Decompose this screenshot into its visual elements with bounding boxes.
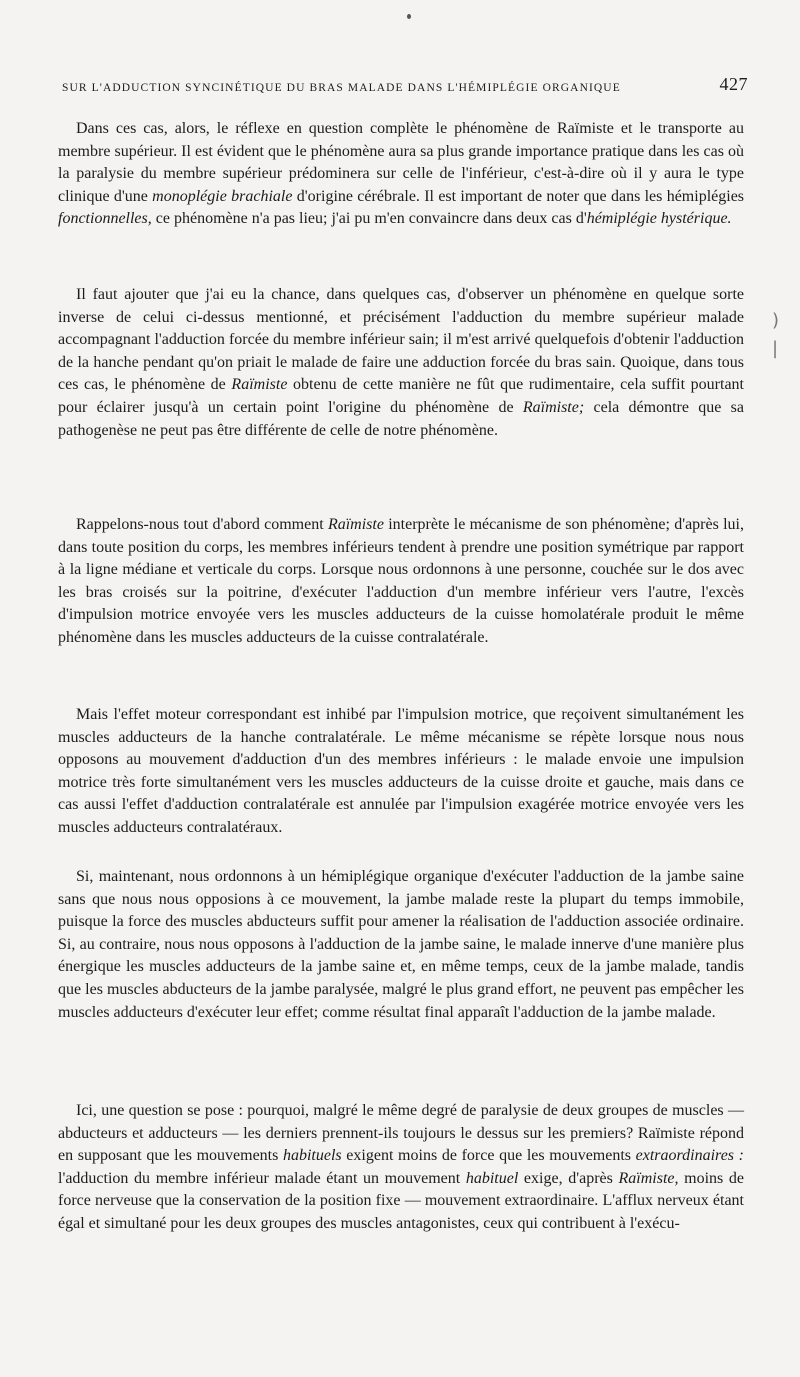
italic-term: habituel xyxy=(465,1169,519,1187)
text-run: cela démontre que sa pathogenèse ne peut pas être différente de celle de notre phénomène. xyxy=(58,398,744,439)
italic-term: hémiplégie hystérique. xyxy=(586,210,732,228)
text-run: moins de force nerveuse que la conservation de la position fixe — mouvement extraordinaire. L'afflux nerveux étant égal et simultané pour les deux groupes des muscles antagonistes, ceux qui contribuent à l'exécu- xyxy=(58,1169,745,1232)
text-run: Si, maintenant, nous ordonnons à un hémiplégique organique d'exécuter l'adduction de la jambe saine sans que nous nous opposions à ce mouvement, la jambe malade reste la plupart du temps immobile, puisque la force des muscles abducteurs suffit pour amener la réalisation de l'adduction associée ordinaire. Si, au contraire, nous nous opposons à l'adduction de la jambe saine, le malade innerve d'une manière plus énergique les muscles adducteurs de la jambe saine et, en même temps, ceux de la jambe malade, tandis que les muscles abducteurs de la jambe paralysée, malgré le plus grand effort, ne peuvent pas empêcher les muscles adducteurs d'exécuter leur effet; comme résultat final apparaît l'adduction de la jambe malade. xyxy=(58,868,744,1021)
text-run: Il faut ajouter que j'ai eu la chance, dans quelques cas, d'observer un phénomène en quelque sorte inverse de celui ci-dessus mentionné, et précisément l'adduction du membre supérieur malade accompagnant l'adduction forcée du membre inférieur sain; il m'est arrivé quelquefois d'obtenir l'adduction de la hanche pendant qu'on priait le malade de faire une adduction forcée du bras sain. Quoique, dans tous ces cas, le phénomène de xyxy=(58,286,744,394)
paragraph-4 xyxy=(58,704,744,840)
ink-speck xyxy=(407,14,411,19)
paragraph-5 xyxy=(58,866,744,1024)
paragraph-6 xyxy=(58,1100,744,1236)
margin-mark: | xyxy=(772,338,779,359)
italic-term: Raïmiste xyxy=(231,376,288,394)
text-run: exige, d'après xyxy=(518,1169,619,1187)
running-header xyxy=(62,74,748,96)
italic-term: monoplégie brachiale xyxy=(152,187,293,205)
page-number: 427 xyxy=(719,74,748,94)
running-title: SUR L'ADDUCTION SYNCINÉTIQUE DU BRAS MALADE DANS L'HÉMIPLÉGIE ORGANIQUE xyxy=(62,82,621,94)
text-run: d'origine cérébrale. Il est important de noter que dans les hémiplégies xyxy=(292,187,745,205)
text-run: Ici, une question se pose : pourquoi, malgré le même degré de paralysie de deux groupes de muscles — abducteurs et adducteurs — les derniers prennent-ils toujours le dessus sur les premiers? Raïmiste répond en supposant que les mouvements xyxy=(58,1102,744,1165)
text-run: obtenu de cette manière ne fût que rudimentaire, cela suffit pourtant pour éclairer jusqu'à un certain point l'origine du phénomène de xyxy=(58,376,745,416)
text-run: Rappelons-nous tout d'abord comment xyxy=(76,516,328,533)
italic-term: Raïmiste; xyxy=(522,398,585,416)
paragraph-1 xyxy=(58,118,744,231)
paragraph-2 xyxy=(58,284,744,442)
text-run: Mais l'effet moteur correspondant est inhibé par l'impulsion motrice, que reçoivent simultanément les muscles adducteurs de la hanche contralatérale. Le même mécanisme se répète lorsque nous nous opposons au mouvement d'adduction d'un des membres inférieurs : le malade envoie une impulsion motrice très forte simultanément vers les muscles adducteurs de la cuisse droite et gauche, mais dans ce cas aussi l'effet d'adduction contralatérale est annulée par l'impulsion exagérée motrice envoyée vers les muscles adducteurs contralatéraux. xyxy=(58,706,744,836)
margin-mark: ) xyxy=(772,310,780,331)
italic-term: extraordinaires : xyxy=(635,1147,744,1165)
text-run: l'adduction du membre inférieur malade étant un mouvement xyxy=(58,1169,466,1187)
text-run: exigent moins de force que les mouvements xyxy=(341,1147,636,1165)
text-run: Dans ces cas, alors, le réflexe en question complète le phénomène de Raïmiste et le transporte au membre supérieur. Il est évident que le phénomène aura sa plus grande importance pratique dans les cas où la paralysie du membre supérieur prédominera sur celle de l'inférieur, c'est-à-dire où il y aura le type clinique d'une xyxy=(58,120,744,205)
paragraph-3 xyxy=(58,514,744,650)
italic-term: habituels xyxy=(282,1147,342,1165)
text-run: interprète le mécanisme de son phénomène; d'après lui, dans toute position du corps, les membres inférieurs tendent à prendre une position symétrique par rapport à la ligne médiane et verticale du corps. Lorsque nous ordonnons à une personne, couchée sur le dos avec les bras croisés sur la poitrine, d'exécuter l'adduction d'un membre inférieur vers l'autre, l'excès d'impulsion motrice envoyée vers les muscles adducteurs de la cuisse homolatérale produit le même phénomène dans les muscles adducteurs de la cuisse contralatérale. xyxy=(58,516,744,646)
italic-term: Raïmiste xyxy=(327,516,384,533)
italic-term: Raïmiste, xyxy=(618,1169,679,1187)
text-run: ce phénomène n'a pas lieu; j'ai pu m'en convaincre dans deux cas d' xyxy=(151,210,587,228)
italic-term: fonctionnelles, xyxy=(58,210,152,228)
